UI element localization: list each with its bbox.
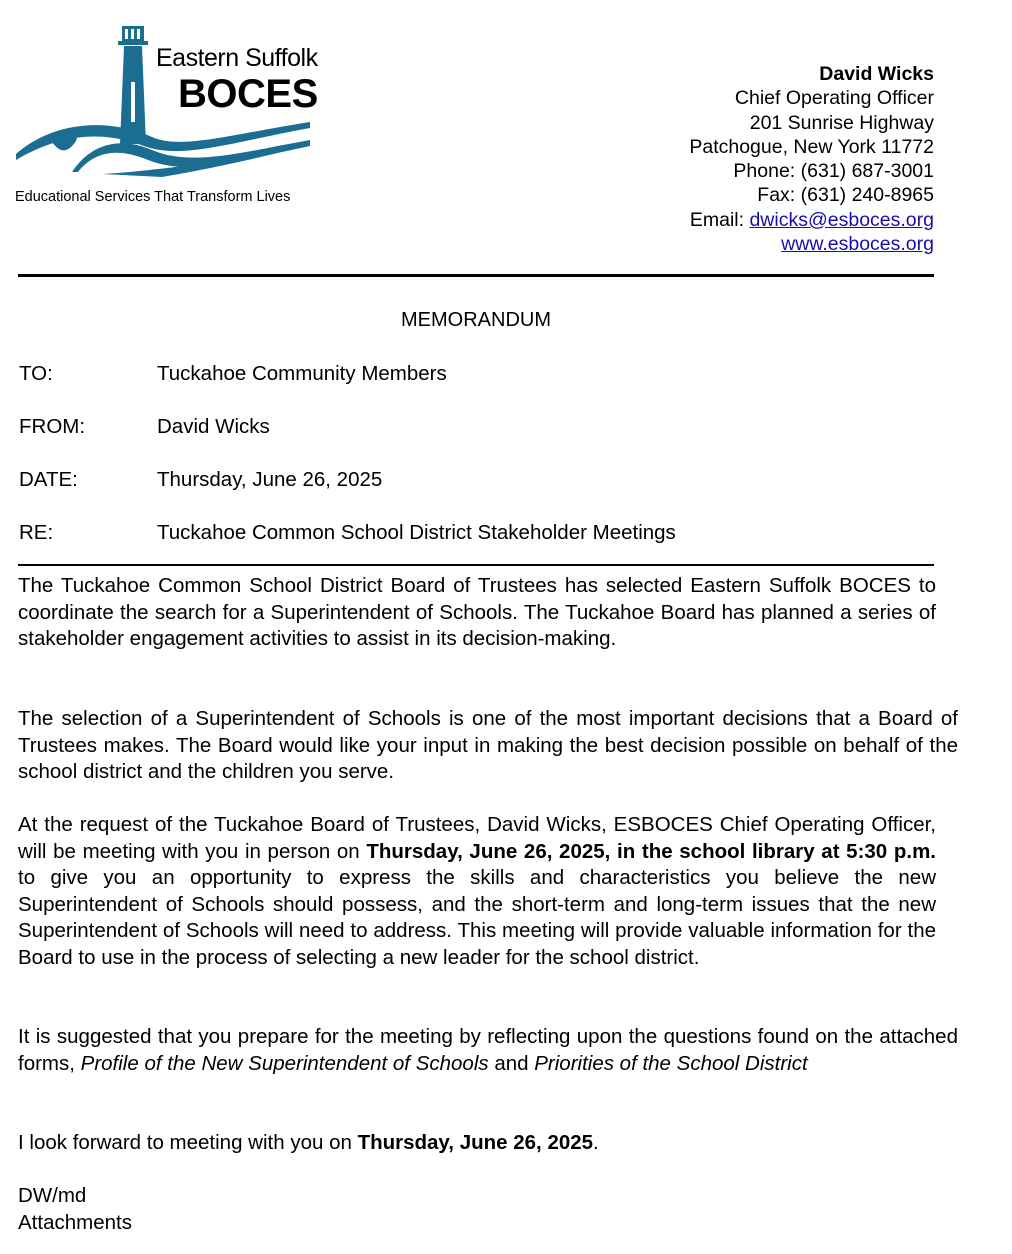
- body-paragraph-1: The Tuckahoe Common School District Board of Trustees has selected Eastern Suffolk BOCES to coordinate the search for a Superintendent of Schools. The Tuckahoe Board has planned a series of stakeholder engagement activities to assist in its decision-making.: [18, 574, 936, 650]
- p3-meeting-details: Thursday, June 26, 2025, in the school library at 5:30 p.m.: [366, 839, 936, 863]
- sender-city: Patchogue, New York 11772: [689, 135, 934, 158]
- sender-fax: Fax: (631) 240-8965: [757, 184, 934, 207]
- p3-text-a: At the request of the Tuckahoe Board of Trustees, David Wicks, ESBOCES Chief Operating Officer, will be meeting with you in person on: [18, 813, 936, 863]
- sender-title: Chief Operating Officer: [734, 87, 934, 110]
- body-paragraph-2: The selection of a Superintendent of Schools is one of the most important decisions that a Board of Trustees makes. The Board would like your input in making the best decision possible on behalf of the school district and the children you serve.: [18, 707, 958, 783]
- memo-re-value: Tuckahoe Common School District Stakeholder Meetings: [157, 521, 676, 544]
- p4-text-a: It is suggested that you prepare for the meeting by reflecting upon the questions found on the attached forms,: [18, 1025, 958, 1075]
- initials: DW/md: [18, 1184, 87, 1207]
- p4-text-c: and: [488, 1051, 535, 1075]
- memo-from-label: FROM:: [19, 415, 86, 438]
- sender-address-block: [689, 62, 934, 256]
- p5-text-a: I look forward to meeting with you on: [18, 1131, 358, 1154]
- body-paragraph-5: [18, 1130, 936, 1157]
- memo-title: MEMORANDUM: [401, 309, 551, 331]
- memo-date-value: Thursday, June 26, 2025: [157, 468, 383, 491]
- sender-name: David Wicks: [819, 63, 934, 85]
- logo-name-line2: BOCES: [178, 72, 318, 116]
- p5-text-c: .: [593, 1131, 599, 1154]
- body-paragraph-3: [18, 812, 936, 971]
- sender-street: 201 Sunrise Highway: [749, 111, 934, 134]
- logo-name-line1: Eastern Suffolk: [156, 44, 318, 72]
- memo-to-label: TO:: [19, 362, 53, 385]
- sender-email-line: [689, 208, 934, 232]
- p5-date: Thursday, June 26, 2025: [357, 1131, 594, 1154]
- memo-header-divider: [18, 564, 934, 566]
- memo-date-label: DATE:: [19, 468, 78, 491]
- p4-form-profile: Profile of the New Superintendent of Schools: [80, 1051, 489, 1075]
- memo-re-label: RE:: [19, 521, 54, 544]
- sender-website-link[interactable]: www.esboces.org: [781, 233, 934, 256]
- sender-email-link[interactable]: dwicks@esboces.org: [749, 208, 934, 231]
- sender-website-line: [689, 232, 934, 256]
- body-paragraph-4: [18, 1024, 958, 1077]
- p3-text-c: to give you an opportunity to express the skills and characteristics you believe the new Superintendent of Schools should possess, and the short-term and long-term issues that the new Superintendent of Schools will need to address. This meeting will provide valuable information for the Board to use in the process of selecting a new leader for the school district.: [18, 866, 936, 969]
- attachments-label: Attachments: [18, 1211, 132, 1234]
- memo-to-value: Tuckahoe Community Members: [157, 362, 447, 385]
- header-divider: [18, 274, 934, 277]
- sender-phone: Phone: (631) 687-3001: [733, 160, 934, 183]
- memo-from-value: David Wicks: [157, 415, 270, 438]
- sender-email-label: Email:: [689, 208, 750, 231]
- p4-form-priorities: Priorities of the School District: [534, 1051, 808, 1075]
- logo-tagline: Educational Services That Transform Lives: [15, 189, 291, 205]
